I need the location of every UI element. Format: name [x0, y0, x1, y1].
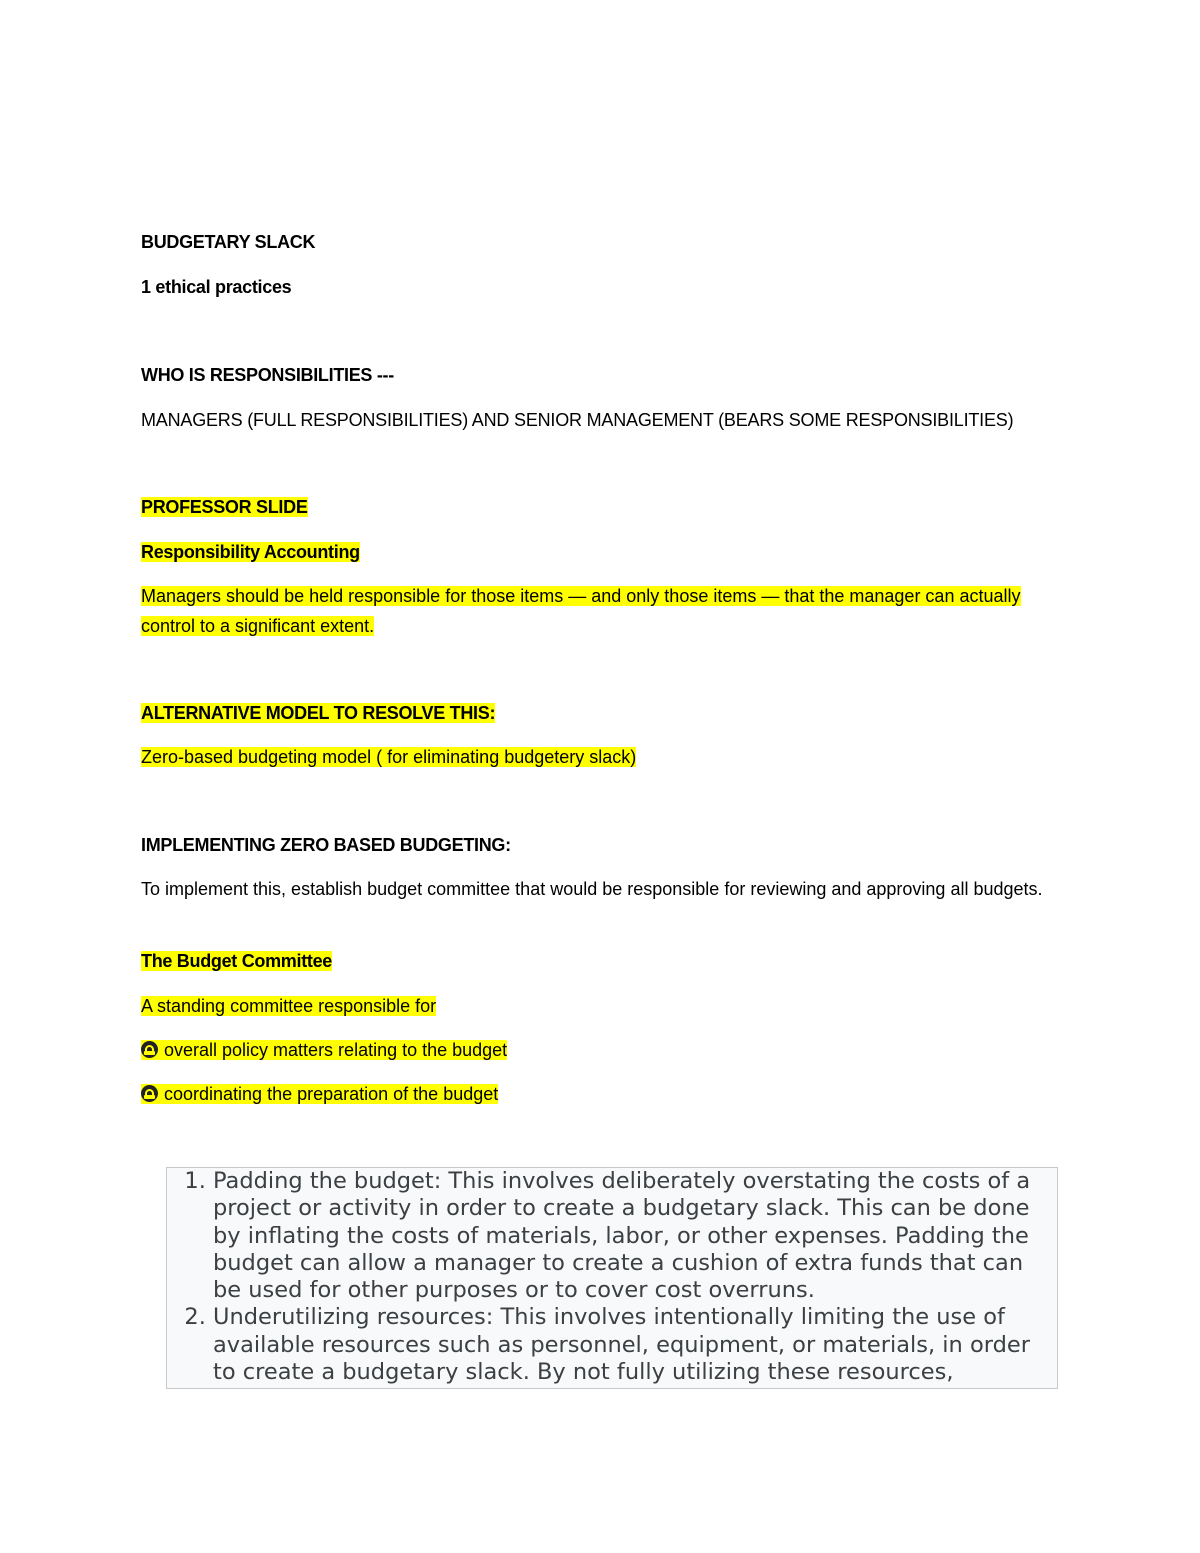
alt-model-text: Zero-based budgeting model ( for eliminating budgetery slack): [141, 747, 637, 767]
committee-item-highlight: [141, 1040, 507, 1060]
committee-item-highlight: [141, 1084, 498, 1104]
committee-label: The Budget Committee: [141, 951, 333, 971]
implementing-heading: IMPLEMENTING ZERO BASED BUDGETING:: [141, 835, 511, 855]
doc-title: BUDGETARY SLACK: [141, 232, 316, 252]
resp-accounting-label: Responsibility Accounting: [141, 542, 360, 562]
who-heading: WHO IS RESPONSIBILITIES ---: [141, 365, 394, 385]
mail-icon: [141, 1041, 158, 1058]
practices-list: [167, 1168, 1057, 1386]
professor-slide-label: PROFESSOR SLIDE: [141, 497, 308, 517]
committee-item-text: coordinating the preparation of the budget: [164, 1084, 499, 1104]
who-text: MANAGERS (FULL RESPONSIBILITIES) AND SENIOR MANAGEMENT (BEARS SOME RESPONSIBILITIES): [141, 410, 1014, 430]
alt-model-label: ALTERNATIVE MODEL TO RESOLVE THIS:: [141, 703, 496, 723]
list-item: 2. Underutilizing resources: This involves intentionally limiting the use of available resources such as personnel, equipment, or materials, in order to create a budgetary slack. By not fully utilizing these resources,: [213, 1304, 1047, 1386]
practices-box: [166, 1167, 1058, 1389]
committee-text: A standing committee responsible for: [141, 996, 437, 1016]
doc-subtitle: 1 ethical practices: [141, 277, 292, 297]
committee-item: [141, 1035, 507, 1065]
committee-item-text: overall policy matters relating to the budget: [164, 1040, 508, 1060]
resp-accounting-paragraph: [141, 581, 1046, 641]
resp-accounting-heading: [141, 537, 360, 567]
list-item: 1. Padding the budget: This involves deliberately overstating the costs of a project or activity in order to create a budgetary slack. This can be done by inflating the costs of materials, labor, or other expenses. Padding the budget can allow a manager to create a cushion of extra funds that can be used for other purposes or to cover cost overruns.: [213, 1168, 1047, 1304]
alt-model-paragraph: [141, 742, 636, 772]
alt-model-heading: [141, 698, 495, 728]
resp-accounting-text: Managers should be held responsible for those items — and only those items — that the manager can actually control to a significant extent.: [141, 586, 1021, 636]
implementing-text: To implement this, establish budget committee that would be responsible for reviewing and approving all budgets.: [141, 879, 1043, 899]
professor-slide-heading: [141, 492, 308, 522]
mail-icon: [141, 1085, 158, 1102]
committee-item: [141, 1079, 498, 1109]
committee-paragraph: [141, 991, 436, 1021]
committee-heading: [141, 946, 332, 976]
